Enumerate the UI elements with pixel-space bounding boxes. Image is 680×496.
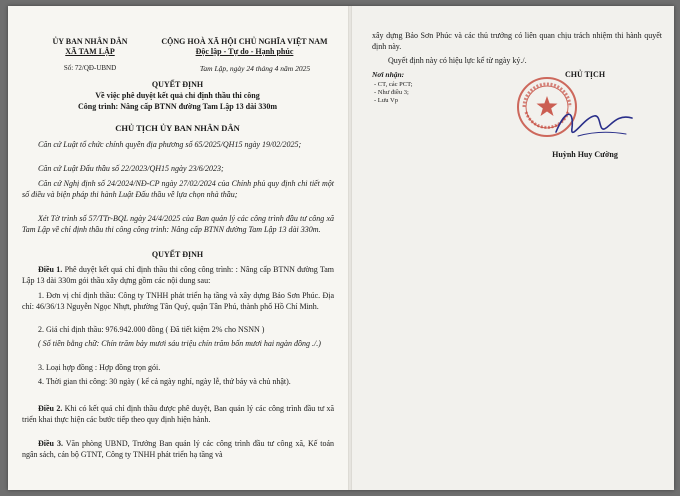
- signer-name: Huỳnh Huy Cường: [552, 150, 618, 159]
- issuer-org: [30, 37, 150, 56]
- article-3-text: Văn phòng UBND, Trưởng Ban quản lý các công trình đầu tư công xã, Kế toán ngân sách, cán bộ GTNT, Công ty TNHH phát triển hạ tầng và: [22, 439, 334, 459]
- recipients-label: Nơi nhận:: [372, 70, 405, 79]
- basis-1: Căn cứ Luật tổ chức chính quyền địa phương số 65/2025/QH15 ngày 19/02/2025;: [38, 140, 302, 149]
- recipient-2: - Như điều 3;: [374, 89, 409, 96]
- nation-line2: Độc lập - Tự do - Hạnh phúc: [195, 46, 294, 56]
- article-2: [22, 403, 334, 425]
- place-date: Tam Lập, ngày 24 tháng 4 năm 2025: [199, 64, 311, 73]
- item-2: 2. Giá chỉ định thầu: 976.942.000 đồng ( Đã tiết kiệm 2% cho NSNN ): [38, 325, 265, 334]
- issuing-authority: CHỦ TỊCH ỦY BAN NHÂN DÂN: [115, 123, 240, 133]
- recipient-1: - CT, các PCT;: [374, 81, 413, 88]
- item-2-words: ( Số tiền bằng chữ: Chín trăm bảy mươi sáu triệu chín trăm bốn mươi hai ngàn đồng ./.): [38, 339, 321, 348]
- article-1: [22, 264, 334, 286]
- article-3-label: Điều 3.: [38, 439, 63, 448]
- signer-title: CHỦ TỊCH: [564, 70, 606, 79]
- article-3: [22, 438, 334, 460]
- recipient-3: - Lưu Vp: [374, 97, 398, 104]
- article-1-text: Phê duyệt kết quả chỉ định thầu thi công công trình: : Nâng cấp BTNN đường Tam Lập 13 dài 330m gói thầu xây dựng gồm các nội dung sau:: [22, 265, 335, 285]
- handwritten-signature: [548, 98, 638, 148]
- item-1: 1. Đơn vị chỉ định thầu: Công ty TNHH phát triển hạ tầng và xây dựng Bảo Sơn Phúc. Địa chỉ: 46/36/13 Nguyễn Ngọc Nhựt, phường Tân Quý, quận Tân Phú, thành phố Hồ Chí Minh.: [22, 291, 334, 311]
- subject-line2: Công trình: Nâng cấp BTNN đường Tam Lập 13 dài 330m: [77, 102, 278, 111]
- decision-heading: QUYẾT ĐỊNH: [151, 250, 204, 259]
- nation-line1: CỘNG HOÀ XÃ HỘI CHỦ NGHĨA VIỆT NAM: [161, 37, 328, 46]
- issuer-org-line1: ỦY BAN NHÂN DÂN: [52, 37, 128, 46]
- doc-type: QUYẾT ĐỊNH: [151, 80, 204, 89]
- basis-2: Căn cứ Luật Đấu thầu số 22/2023/QH15 ngày 23/6/2023;: [38, 164, 224, 173]
- article-1-label: Điều 1.: [38, 265, 63, 274]
- article-2-label: Điều 2.: [38, 404, 63, 413]
- effective-clause: Quyết định này có hiệu lực kể từ ngày ký./.: [388, 56, 527, 65]
- issuer-org-line2: XÃ TAM LẬP: [65, 46, 115, 56]
- basis-4: Xét Tờ trình số 57/TTr-BQL ngày 24/4/2025 của Ban quản lý các công trình đầu tư công xã Tam Lập về chỉ định thầu thi công công trình: Nâng cấp BTNN đường Tam Lập 13 dài 330m.: [22, 214, 334, 234]
- article-3-continuation: xây dựng Bảo Sơn Phúc và các thủ trưởng có liên quan chịu trách nhiệm thi hành quyết định này.: [372, 31, 662, 51]
- item-4: 4. Thời gian thi công: 30 ngày ( kể cả ngày nghỉ, ngày lễ, thứ bảy và chủ nhật).: [38, 377, 291, 386]
- page-fold: [348, 6, 352, 490]
- article-2-text: Khi có kết quả chỉ định thầu được phê duyệt, Ban quản lý các công trình đầu tư xã triển khai thực hiện các bước tiếp theo quy định hiện hành.: [22, 404, 335, 424]
- basis-3: Căn cứ Nghị định số 24/2024/NĐ-CP ngày 27/02/2024 của Chính phủ quy định chi tiết một số điều và biện pháp thi hành Luật Đấu thầu về lựa chọn nhà thầu;: [22, 179, 334, 199]
- doc-number: Số: 72/QĐ-UBND: [63, 64, 117, 72]
- national-header: [152, 37, 337, 56]
- subject-line1: Về việc phê duyệt kết quả chỉ định thầu thi công: [95, 91, 260, 100]
- item-3: 3. Loại hợp đồng : Hợp đồng trọn gói.: [38, 363, 161, 372]
